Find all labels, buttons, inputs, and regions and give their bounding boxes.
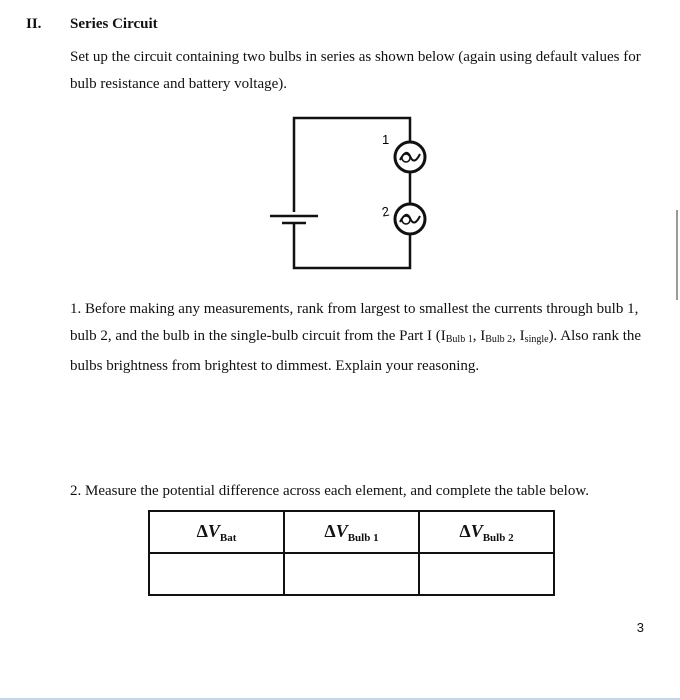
question-2: 2. Measure the potential difference across each element, and complete the table below.	[70, 483, 589, 499]
question-1: 1. Before making any measurements, rank from largest to smallest the currents through bulb 1, bulb 2, and the bulb in the single-bulb circuit from the Part I ($I_{Bulb 1}$, $I_{Bulb 2}$, $I_{single}$). Also rank the bulbs brightness from brightest to dimmest. Explain your reasoning.	[70, 301, 642, 374]
page-number: 3	[636, 620, 644, 635]
potential-difference-table	[148, 510, 555, 596]
bulb-1-label: 1	[382, 132, 390, 147]
cell-dv-bulb-1[interactable]	[284, 553, 419, 595]
section-number: II.	[26, 16, 42, 32]
question-1-text-before: 1. Before making any measurements, rank from largest to smallest the currents through bulb 1, bulb 2, and the bulb in the single-bulb circuit from the Part I (	[70, 301, 639, 344]
bulb-1-icon	[395, 142, 425, 172]
cell-dv-bat[interactable]	[149, 553, 284, 595]
bulb-2-label: 2	[380, 203, 391, 220]
circuit-wire-bottom	[294, 222, 410, 268]
series-circuit-diagram	[260, 112, 440, 276]
current-bulb-2: $I_{Bulb 2}$	[480, 328, 513, 345]
current-bulb-1: $I_{Bulb 1}$	[440, 328, 473, 345]
table-header-row	[149, 511, 554, 553]
intro-paragraph: Set up the circuit containing two bulbs in series as shown below (again using default values for bulb resistance and battery voltage).	[70, 49, 641, 92]
header-dv-bulb-2: $\Delta V_{Bulb 2}$	[419, 511, 554, 553]
question-1-text-after: ). Also rank the bulbs brightness from brightest to dimmest. Explain your reasoning.	[70, 328, 642, 374]
current-single: $I_{single}$	[519, 328, 549, 345]
header-dv-bulb-1: $\Delta V_{Bulb 1}$	[284, 511, 419, 553]
table-row	[149, 553, 554, 595]
header-dv-bat: $\Delta V_{Bat}$	[149, 511, 284, 553]
bulb-2-icon	[395, 204, 425, 234]
circuit-wire	[294, 118, 410, 212]
cell-dv-bulb-2[interactable]	[419, 553, 554, 595]
section-title: Series Circuit	[70, 16, 158, 32]
scrollbar-thumb[interactable]	[676, 210, 678, 300]
